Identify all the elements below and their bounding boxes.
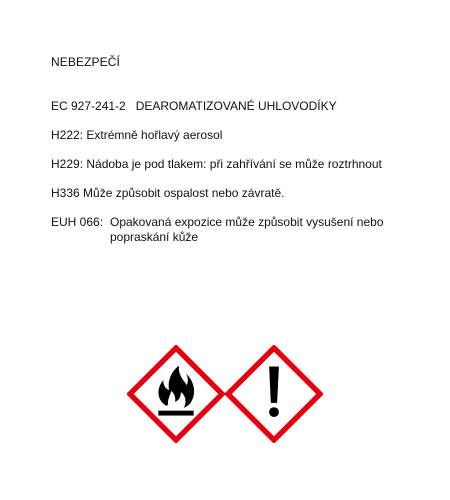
- euh-statement: [51, 215, 421, 245]
- hazard-statement-h336: H336 Může způsobit ospalost nebo závratě.: [51, 186, 285, 200]
- substance-line: [51, 99, 421, 114]
- ec-number: EC 927-241-2: [51, 99, 126, 113]
- euh-code: EUH 066:: [51, 215, 104, 229]
- signal-word: NEBEZPEČÍ: [51, 55, 120, 69]
- substance-name: DEAROMATIZOVANÉ UHLOVODÍKY: [135, 99, 337, 113]
- euh-text: Opakovaná expozice může způsobit vysušení nebo popraskání kůže: [110, 215, 384, 244]
- exclamation-mark-icon: [225, 345, 323, 443]
- hazard-statements: [51, 99, 421, 245]
- flame-icon: [127, 345, 225, 443]
- ghs-pictograms: [127, 345, 327, 441]
- hazard-statement-h229: H229: Nádoba je pod tlakem: při zahřívání se může roztrhnout: [51, 157, 382, 171]
- hazard-statement-h222: H222: Extrémně hořlavý aerosol: [51, 128, 223, 142]
